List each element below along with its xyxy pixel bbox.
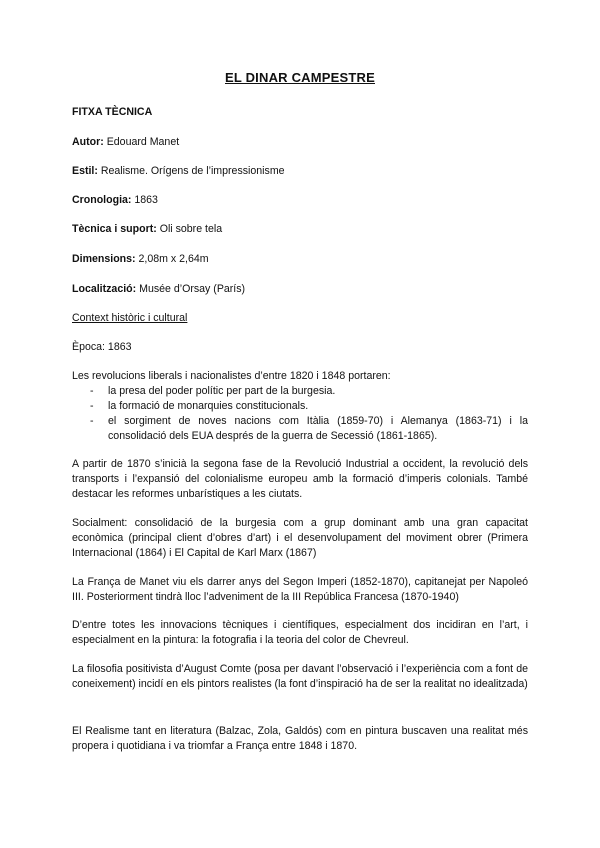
field-label: Estil: <box>72 165 98 177</box>
field-dimensions <box>72 252 209 267</box>
field-cronologia <box>72 193 158 208</box>
field-estil <box>72 164 285 179</box>
field-value: Realisme. Orígens de l’impressionisme <box>97 165 285 177</box>
field-value: Musée d’Orsay (París) <box>136 283 246 295</box>
field-label: Localització: <box>72 283 137 295</box>
field-tecnica <box>72 222 222 237</box>
paragraph-positivisme: La filosofia positivista d’August Comte (posa per davant l’observació i l’experiència com a font de coneixement) incidí en els pintors realistes (la font d’inspiració ha de ser la realitat no idealitzada) <box>72 663 528 690</box>
list-item: - la presa del poder polític per part de la burgesia. <box>90 385 336 397</box>
field-label: Tècnica i suport: <box>72 223 157 235</box>
field-autor <box>72 135 179 150</box>
field-label: Cronologia: <box>72 194 132 206</box>
field-value: 2,08m x 2,64m <box>135 253 209 265</box>
field-value: Oli sobre tela <box>156 223 223 235</box>
paragraph-innovacions: D’entre totes les innovacions tècniques i científiques, especialment dos incidiran en l’art, i especialment en la pintura: la fotografia i la teoria del color de Chevreul. <box>72 619 528 646</box>
revolutions-list <box>72 384 528 444</box>
field-value: Edouard Manet <box>103 136 180 148</box>
field-label: Dimensions: <box>72 253 136 265</box>
field-label: Autor: <box>72 136 104 148</box>
paragraph-realisme: El Realisme tant en literatura (Balzac, Zola, Galdós) com en pintura buscaven una realitat més propera i quotidiana i va triomfar a França entre 1848 i 1870. <box>72 725 528 752</box>
fitxa-heading: FITXA TÈCNICA <box>72 106 153 118</box>
context-heading: Context històric i cultural <box>72 312 188 324</box>
intro-line: Les revolucions liberals i nacionalistes d’entre 1820 i 1848 portaren: <box>72 370 391 382</box>
paragraph-revolucio-industrial: A partir de 1870 s’inicià la segona fase de la Revolució Industrial a occident, la revolució dels transports i l’expansió del colonialisme europeu amb la formació d’imperis colonials. També destacar les reformes unbarístiques a les ciutats. <box>72 458 528 500</box>
field-localitzacio <box>72 282 245 297</box>
paragraph-franca-manet: La França de Manet viu els darrer anys del Segon Imperi (1852-1870), capitanejat per Napoleó III. Posteriorment tindrà lloc l’adveniment de la III República Francesa (1870-1940) <box>72 576 528 603</box>
list-item: - el sorgiment de noves nacions com Itàlia (1859-70) i Alemanya (1863-71) i la consolidació dels EUA després de la guerra de Secessió (1861-1865). <box>90 415 528 442</box>
epoca-line: Època: 1863 <box>72 341 132 353</box>
field-value: 1863 <box>131 194 158 206</box>
list-item: - la formació de monarquies constitucionals. <box>90 400 309 412</box>
paragraph-socialment: Socialment: consolidació de la burgesia com a grup dominant amb una gran capacitat econòmica (principal client d’obres d’art) i el desenvolupament del moviment obrer (Primera Internacional (1864) i El Capital de Karl Marx (1867) <box>72 517 528 559</box>
document-title: EL DINAR CAMPESTRE <box>225 70 375 85</box>
